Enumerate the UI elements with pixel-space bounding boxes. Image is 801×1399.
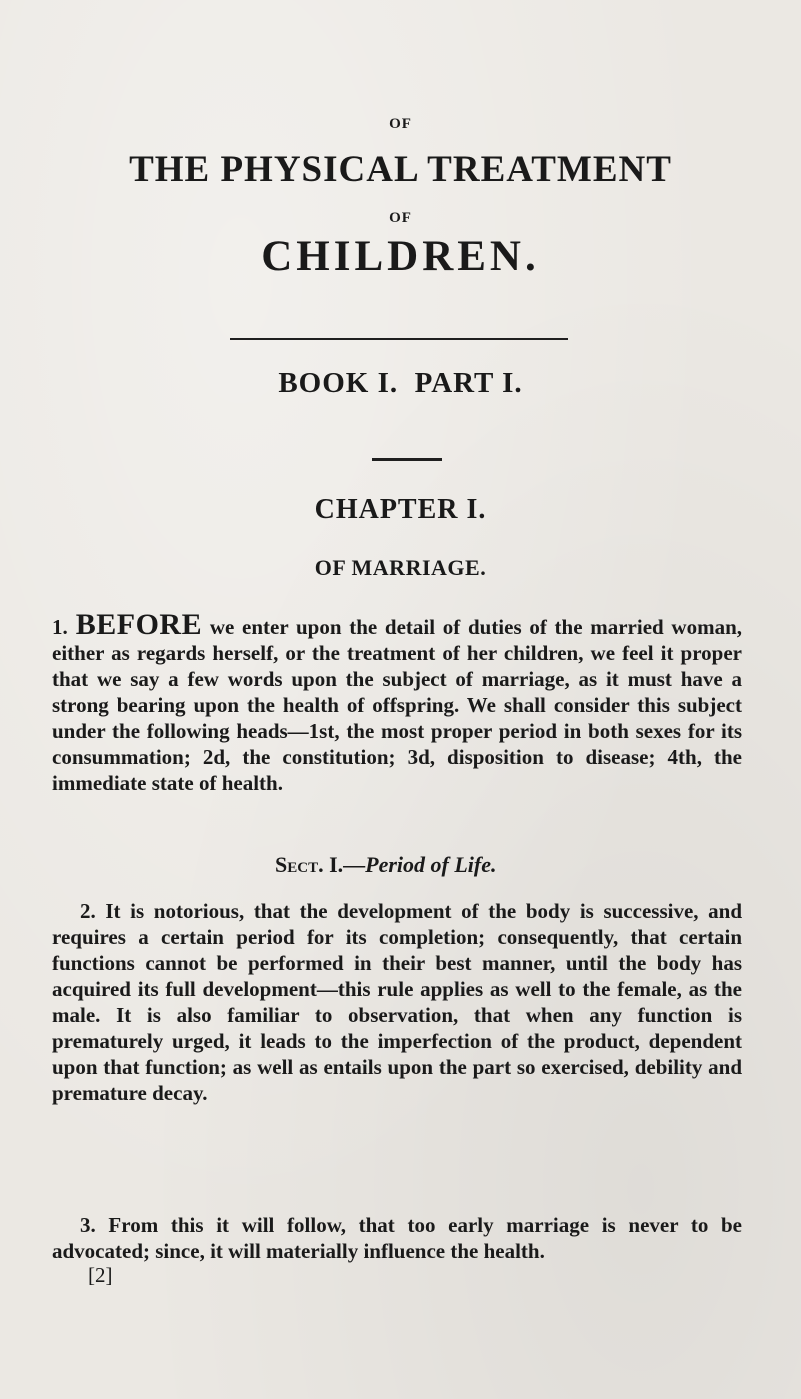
- chapter-title: OF MARRIAGE.: [314, 555, 487, 580]
- subject-title: CHILDREN.: [261, 233, 540, 280]
- of-label-middle: OF: [389, 210, 412, 226]
- section-heading: [275, 852, 497, 878]
- opening-word: BEFORE: [75, 608, 203, 641]
- book-part-heading: BOOK I. PART I.: [278, 367, 523, 399]
- chapter-heading: CHAPTER I.: [314, 494, 487, 525]
- signature-mark-line: [52, 1262, 742, 1288]
- paragraph-3-text: 3. From this it will follow, that too early marriage is never to be advocated; since, it will materially influence the health.: [52, 1213, 742, 1263]
- section-title: Period of Life.: [365, 852, 497, 877]
- of-label-top: OF: [389, 116, 412, 132]
- signature-mark: [2]: [88, 1263, 113, 1287]
- paragraph-3: [52, 1212, 742, 1264]
- divider-rule-long: [230, 338, 568, 340]
- paragraph-1: [52, 608, 742, 796]
- paragraph-2-text: 2. It is notorious, that the development of the body is successive, and requires a certain period for its completion; consequently, that certain functions cannot be performed in their best manner, until the body has acquired its full development—this rule applies as well to the female, as the male. It is also familiar to observation, that when any function is prematurely urged, it leads to the imperfection of the product, dependent upon that function; as well as entails upon the part so exercised, debility and premature decay.: [52, 899, 742, 1105]
- section-label: Sect. I.—: [275, 852, 366, 877]
- paragraph-number: 1.: [52, 615, 68, 639]
- divider-rule-short: [372, 458, 442, 461]
- paragraph-1-text: we enter upon the detail of duties of the married woman, either as regards herself, or the treatment of her children, we feel it proper that we say a few words upon the subject of marriage, as it must have a strong bearing upon the health of offspring. We shall consider this subject under the following heads—1st, the most proper period in both sexes for its consummation; 2d, the constitution; 3d, disposition to disease; 4th, the immediate state of health.: [52, 615, 742, 795]
- paragraph-2: [52, 898, 742, 1106]
- main-title: THE PHYSICAL TREATMENT: [129, 149, 672, 190]
